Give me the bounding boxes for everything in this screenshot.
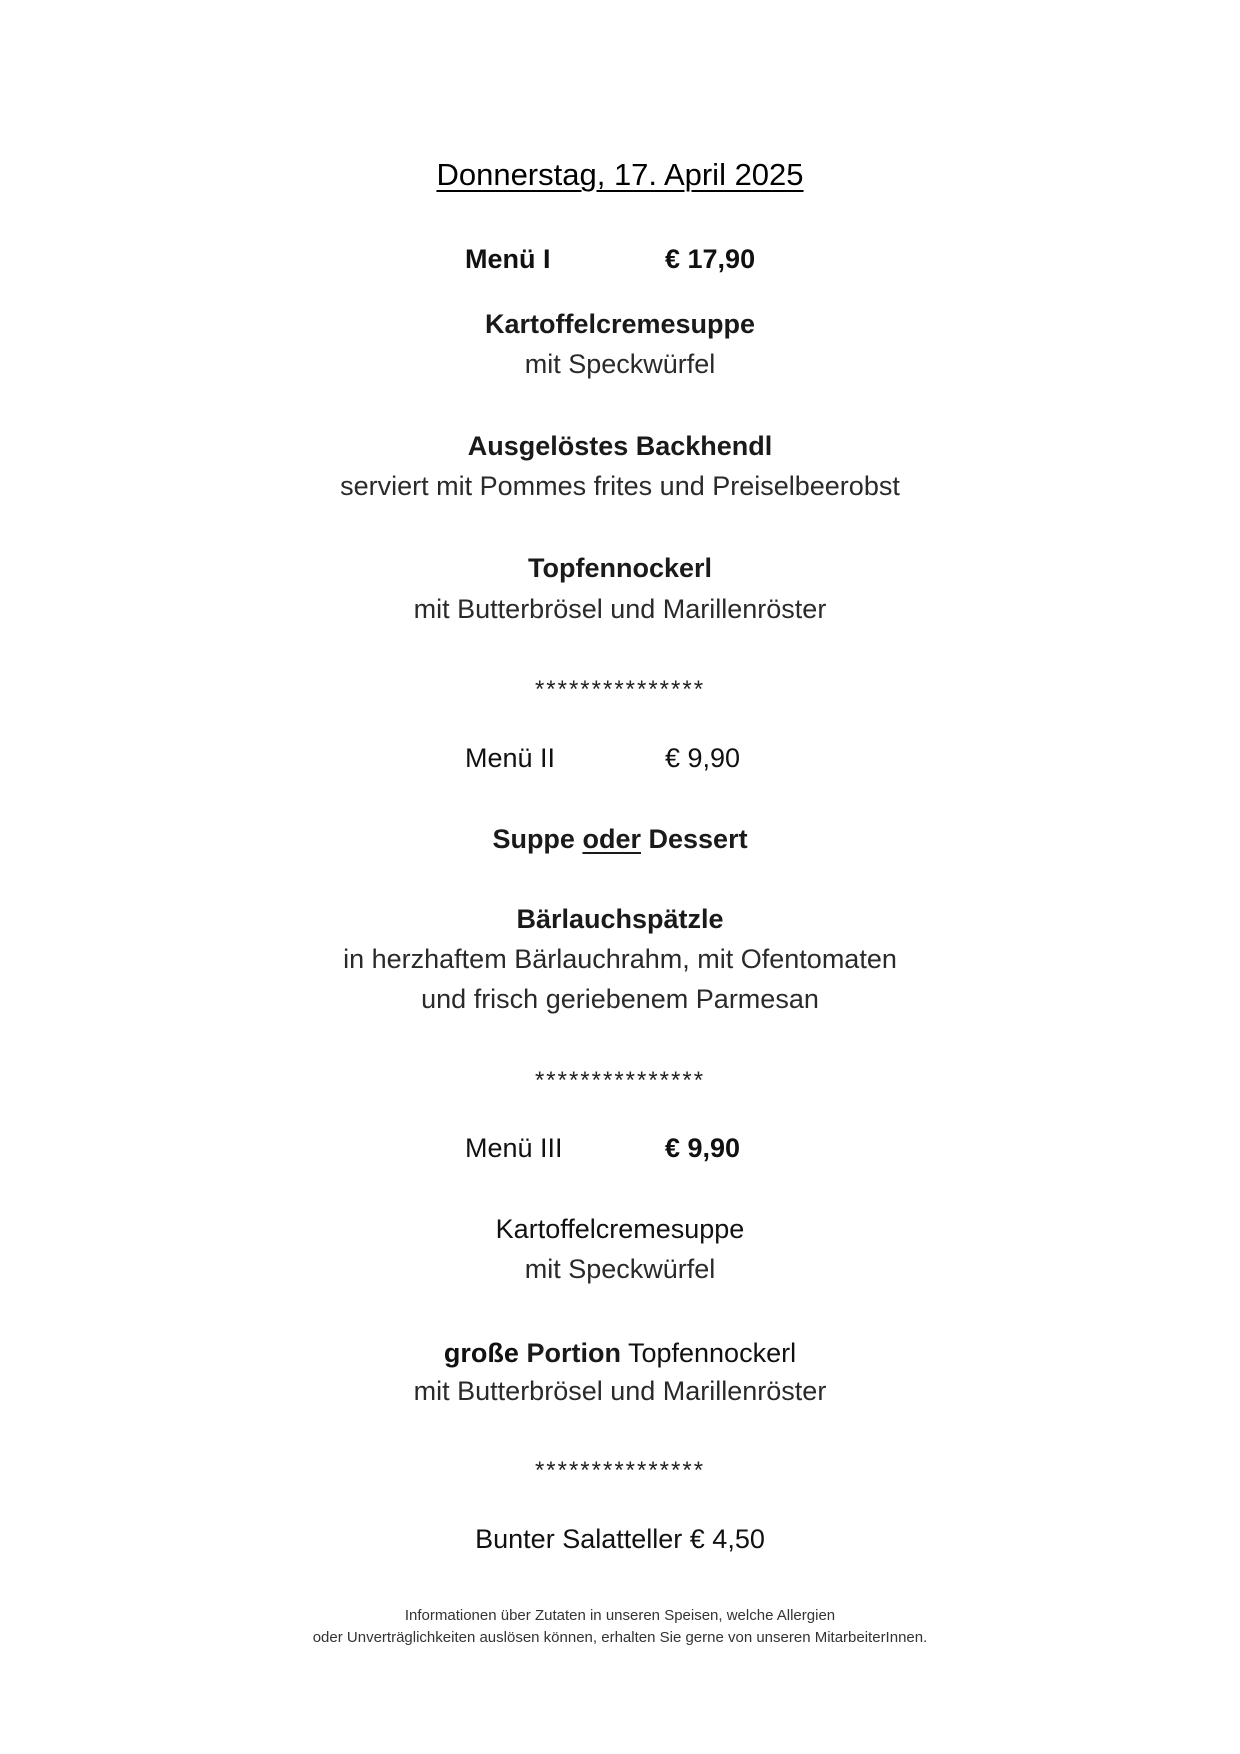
menu-3-price: € 9,90 xyxy=(665,1133,741,1163)
menu-2-choice-dessert: Dessert xyxy=(648,824,748,854)
separator-2: *************** xyxy=(534,1067,706,1094)
menu-2-choice-soup: Suppe xyxy=(492,824,575,854)
menu-1-course-1-dish: Kartoffelcremesuppe xyxy=(484,309,756,339)
menu-3-header xyxy=(0,1130,1240,1166)
menu-3-name: Menü III xyxy=(465,1133,563,1163)
menu-3-course-2-description: mit Butterbrösel und Marillenröster xyxy=(413,1376,827,1406)
extra-item-name: Bunter Salatteller xyxy=(475,1524,683,1554)
menu-3-course-1-description: mit Speckwürfel xyxy=(524,1254,716,1284)
menu-2-course-1-dish: Bärlauchspätzle xyxy=(516,904,724,934)
menu-2-name: Menü II xyxy=(465,743,556,773)
extra-item-price: € 4,50 xyxy=(689,1524,765,1554)
page-title: Donnerstag, 17. April 2025 xyxy=(436,157,804,192)
menu-1-course-3-description: mit Butterbrösel und Marillenröster xyxy=(413,594,827,624)
menu-2-header xyxy=(0,740,1240,776)
allergen-notice-line-2: oder Unverträglichkeiten auslösen können, erhalten Sie gerne von unseren MitarbeiterInnen. xyxy=(312,1629,928,1646)
menu-3-course-1-dish: Kartoffelcremesuppe xyxy=(495,1214,745,1244)
menu-1-header xyxy=(0,241,1240,277)
menu-1-course-2-dish: Ausgelöstes Backhendl xyxy=(467,431,773,461)
separator-3: *************** xyxy=(534,1457,706,1484)
menu-2-course-1-description-line-2: und frisch geriebenem Parmesan xyxy=(421,984,819,1014)
menu-1-course-3-dish: Topfennockerl xyxy=(527,553,713,583)
menu-1-course-1-description: mit Speckwürfel xyxy=(524,349,716,379)
menu-2-choice xyxy=(0,821,1240,857)
menu-1-price: € 17,90 xyxy=(665,244,756,274)
menu-1-name: Menü I xyxy=(465,244,551,274)
menu-3-course-2-dish-size: große xyxy=(443,1338,519,1368)
extra-item xyxy=(0,1521,1240,1557)
menu-3-course-2-dish-name: Topfennockerl xyxy=(627,1338,797,1368)
menu-3-course-2-dish xyxy=(0,1335,1240,1371)
separator-1: *************** xyxy=(534,676,706,703)
menu-1-course-2-description: serviert mit Pommes frites und Preiselbeerobst xyxy=(340,471,900,501)
menu-2-course-1-description-line-1: in herzhaftem Bärlauchrahm, mit Ofentomaten xyxy=(343,944,897,974)
allergen-notice-line-1: Informationen über Zutaten in unseren Speisen, welche Allergien xyxy=(404,1607,836,1624)
menu-3-course-2-dish-portion: Portion xyxy=(526,1338,621,1368)
menu-2-price: € 9,90 xyxy=(665,743,741,773)
menu-2-choice-or: oder xyxy=(582,824,641,854)
